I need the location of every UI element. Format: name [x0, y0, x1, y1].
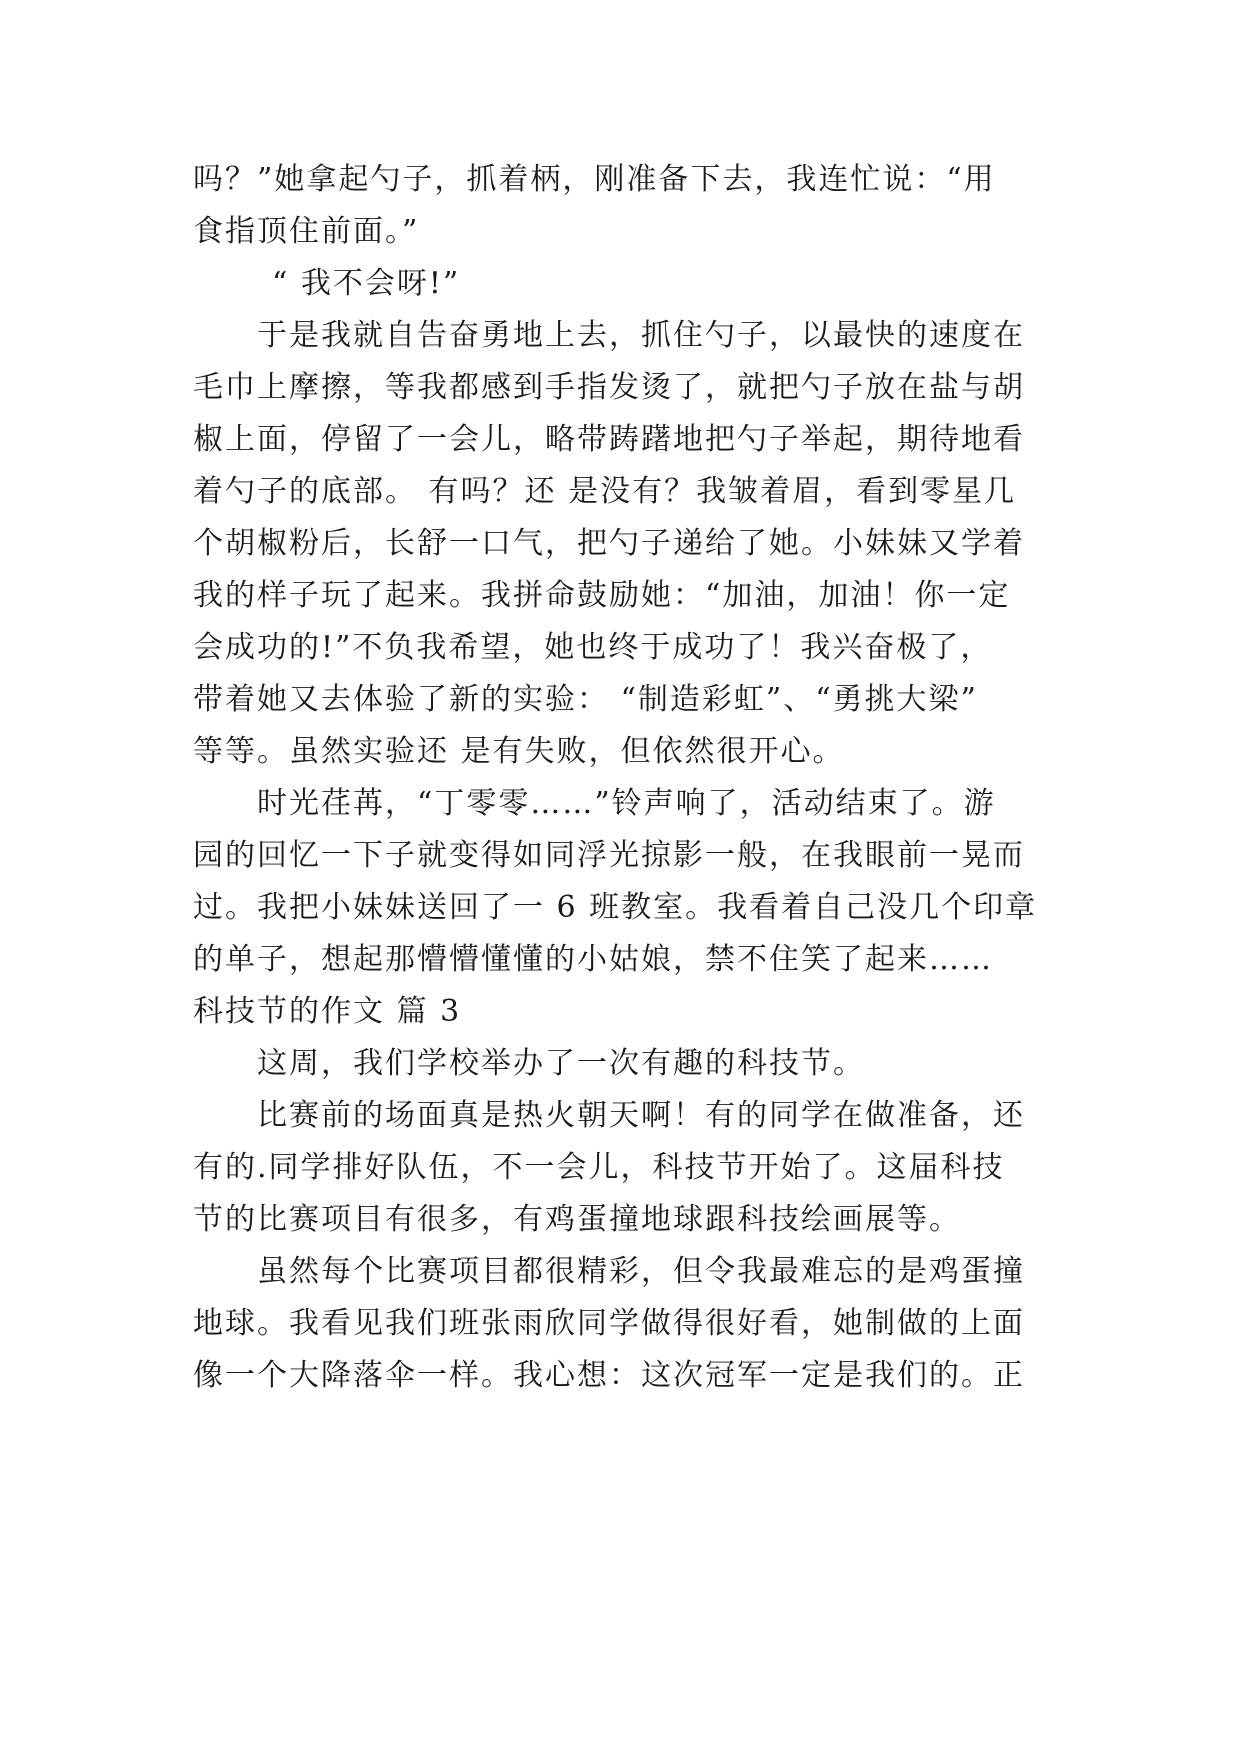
paragraph-line: 节的比赛项目有很多，有鸡蛋撞地球跟科技绘画展等。 — [193, 1202, 961, 1237]
paragraph-line: 过。我把小妹妹送回了一 6 班教室。我看着自己没几个印章 — [193, 890, 1038, 925]
paragraph-line: 等等。虽然实验还 是有失败，但依然很开心。 — [193, 734, 845, 769]
paragraph-line: 有的.同学排好队伍，不一会儿，科技节开始了。这届科技 — [193, 1150, 1005, 1185]
paragraph-line: 这周，我们学校举办了一次有趣的科技节。 — [257, 1046, 865, 1081]
paragraph-line: 地球。我看见我们班张雨欣同学做得很好看，她制做的上面 — [193, 1306, 1025, 1341]
paragraph-line: 食指顶住前面。” — [193, 214, 420, 249]
paragraph-line: 我的样子玩了起来。我拼命鼓励她：“加油，加油！你一定 — [193, 578, 1011, 613]
paragraph-line: 着勺子的底部。 有吗？还 是没有？我皱着眉，看到零星几 — [193, 474, 1017, 509]
paragraph-line: “ 我不会呀!” — [272, 266, 461, 301]
section-heading: 科技节的作文 篇 3 — [193, 994, 462, 1029]
paragraph-line: 椒上面，停留了一会儿，略带踌躇地把勺子举起，期待地看 — [193, 422, 1025, 457]
paragraph-line: 比赛前的场面真是热火朝天啊！有的同学在做准备，还 — [257, 1098, 1025, 1133]
paragraph-line: 个胡椒粉后，长舒一口气，把勺子递给了她。小妹妹又学着 — [193, 526, 1025, 561]
paragraph-line: 会成功的!”不负我希望，她也终于成功了！我兴奋极了， — [193, 630, 993, 665]
paragraph-line: 园的回忆一下子就变得如同浮光掠影一般，在我眼前一晃而 — [193, 838, 1025, 873]
paragraph-line: 吗？”她拿起勺子，抓着柄，刚准备下去，我连忙说：“用 — [193, 162, 996, 197]
paragraph-line: 的单子，想起那懵懵懂懂的小姑娘，禁不住笑了起来…… — [193, 942, 993, 977]
paragraph-line: 于是我就自告奋勇地上去，抓住勺子，以最快的速度在 — [257, 318, 1025, 353]
paragraph-line: 毛巾上摩擦，等我都感到手指发烫了，就把勺子放在盐与胡 — [193, 370, 1025, 405]
paragraph-line: 时光荏苒，“丁零零……”铃声响了，活动结束了。游 — [257, 786, 996, 821]
paragraph-line: 虽然每个比赛项目都很精彩，但令我最难忘的是鸡蛋撞 — [257, 1254, 1025, 1289]
paragraph-line: 像一个大降落伞一样。我心想：这次冠军一定是我们的。正 — [193, 1358, 1025, 1393]
paragraph-line: 带着她又去体验了新的实验： “制造彩虹”、“勇挑大梁” — [193, 682, 978, 717]
